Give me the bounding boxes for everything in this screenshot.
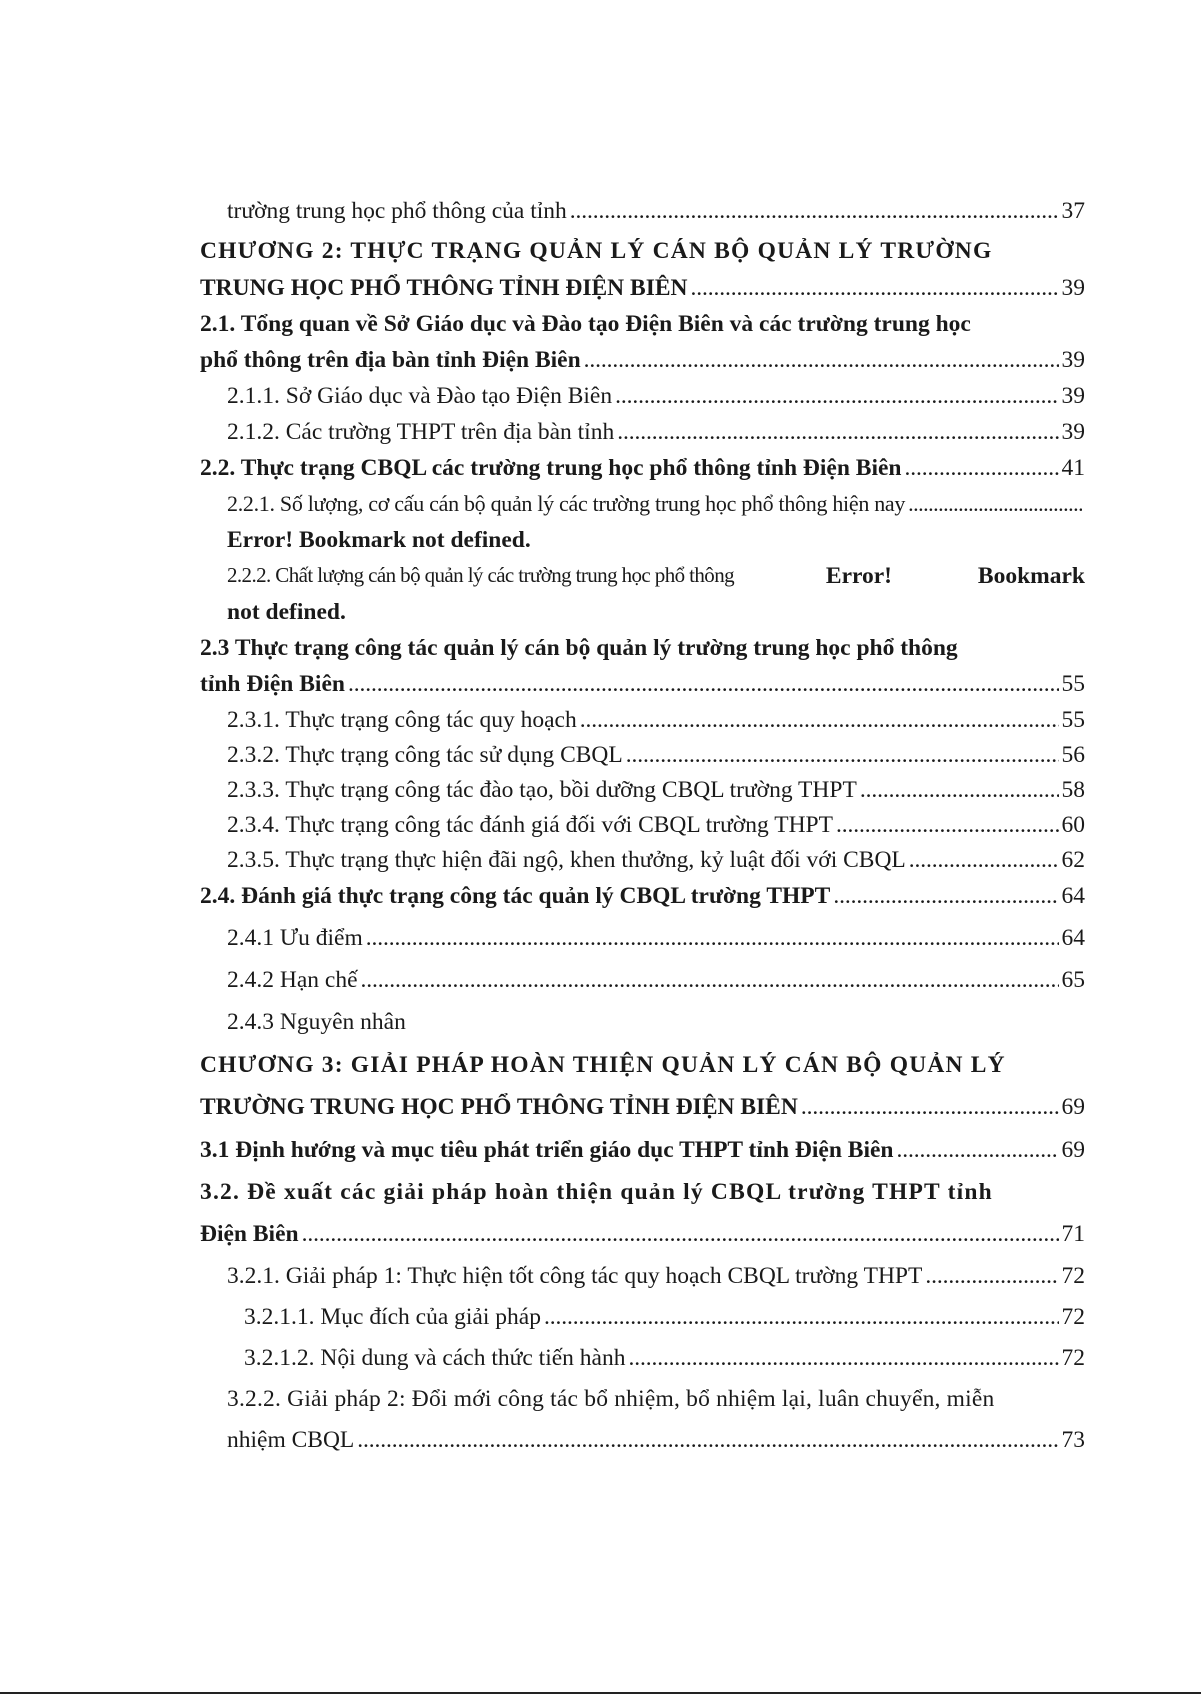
leader-dots bbox=[801, 1094, 1059, 1121]
leader-dots bbox=[617, 419, 1058, 446]
leader-dots bbox=[833, 883, 1058, 910]
leader-dots bbox=[626, 742, 1059, 769]
toc-entry-text: 2.3.4. Thực trạng công tác đánh giá đối với CBQL trường THPT bbox=[227, 812, 833, 838]
toc-page-number: 58 bbox=[1061, 777, 1085, 803]
toc-entry-text: 2.2. Thực trạng CBQL các trường trung học phổ thông tỉnh Điện Biên bbox=[200, 455, 902, 481]
toc-section-2-3[interactable] bbox=[200, 635, 1085, 671]
toc-entry[interactable] bbox=[200, 563, 1085, 599]
toc-entry-text: 2.3.5. Thực trạng thực hiện đãi ngộ, khen thưởng, kỷ luật đối với CBQL bbox=[227, 847, 906, 873]
toc-entry-text: trường trung học phổ thông của tỉnh bbox=[227, 198, 567, 224]
leader-dots bbox=[584, 347, 1059, 374]
toc-entry-text: 2.2.2. Chất lượng cán bộ quản lý các trường trung học phổ thông bbox=[227, 563, 734, 587]
toc-entry-text: 2.3.2. Thực trạng công tác sử dụng CBQL bbox=[227, 742, 623, 768]
bookmark-error: Error! Bookmark not defined. bbox=[227, 527, 531, 553]
toc-page-number: 60 bbox=[1061, 812, 1085, 838]
toc-page-number: 69 bbox=[1061, 1094, 1085, 1120]
toc-entry[interactable] bbox=[200, 419, 1085, 455]
toc-page-number: 55 bbox=[1061, 671, 1085, 697]
leader-dots bbox=[925, 1263, 1058, 1290]
leader-dots bbox=[908, 491, 1082, 517]
leader-dots bbox=[904, 455, 1058, 482]
toc-entry-text: CHƯƠNG 3: GIẢI PHÁP HOÀN THIỆN QUẢN LÝ CÁN BỘ QUẢN LÝ bbox=[200, 1052, 1006, 1078]
bookmark-error: Bookmark bbox=[977, 563, 1085, 589]
toc-page-number: 39 bbox=[1061, 383, 1085, 409]
toc-page-number: 62 bbox=[1061, 847, 1085, 873]
toc-entry-text: 3.2.1.1. Mục đích của giải pháp bbox=[244, 1304, 541, 1330]
toc-entry-text: 3.1 Định hướng và mục tiêu phát triển giáo dục THPT tỉnh Điện Biên bbox=[200, 1137, 894, 1163]
toc-entry-text: 3.2. Đề xuất các giải pháp hoàn thiện quản lý CBQL trường THPT tỉnh bbox=[200, 1179, 993, 1205]
toc-entry[interactable] bbox=[200, 198, 1085, 234]
toc-page-number: 56 bbox=[1061, 742, 1085, 768]
toc-entry-text: 2.4.2 Hạn chế bbox=[227, 967, 358, 993]
toc-section-3-1[interactable] bbox=[200, 1137, 1085, 1179]
bookmark-error: Error! bbox=[825, 563, 893, 589]
toc-entry-text: tỉnh Điện Biên bbox=[200, 671, 345, 697]
leader-dots bbox=[366, 925, 1059, 952]
toc-page-number: 72 bbox=[1061, 1345, 1085, 1371]
toc-section-3-2-cont[interactable] bbox=[200, 1221, 1085, 1263]
toc-section-2-1-cont[interactable] bbox=[200, 347, 1085, 383]
toc-page-number: 72 bbox=[1061, 1263, 1085, 1289]
toc-entry-text: 2.1. Tổng quan về Sở Giáo dục và Đào tạo Điện Biên và các trường trung học bbox=[200, 311, 971, 337]
toc-entry[interactable] bbox=[200, 1304, 1085, 1345]
toc-entry-text: phổ thông trên địa bàn tỉnh Điện Biên bbox=[200, 347, 581, 373]
toc-page-number: 41 bbox=[1061, 455, 1085, 481]
toc-entry-text[interactable]: 2.4.3 Nguyên nhân bbox=[227, 1009, 406, 1035]
toc-chapter-3-cont[interactable] bbox=[200, 1094, 1085, 1137]
page-bottom-border bbox=[0, 1692, 1201, 1694]
toc-section-2-3-cont[interactable] bbox=[200, 671, 1085, 707]
leader-dots bbox=[357, 1427, 1058, 1454]
toc-entry-text: 2.4.1 Ưu điểm bbox=[227, 925, 363, 951]
toc-page-number: 39 bbox=[1061, 275, 1085, 301]
toc-entry[interactable] bbox=[200, 812, 1085, 847]
toc-entry-text: TRUNG HỌC PHỔ THÔNG TỈNH ĐIỆN BIÊN bbox=[200, 275, 688, 301]
toc-chapter-2[interactable] bbox=[200, 238, 1085, 275]
toc-chapter-3[interactable] bbox=[200, 1052, 1085, 1094]
toc-entry-cont[interactable] bbox=[200, 1427, 1085, 1468]
toc-page-number: 69 bbox=[1061, 1137, 1085, 1163]
toc-section-2-4[interactable] bbox=[200, 883, 1085, 925]
toc-entry-text: 2.3.1. Thực trạng công tác quy hoạch bbox=[227, 707, 577, 733]
toc-entry-text: nhiệm CBQL bbox=[227, 1427, 355, 1453]
toc-page-number: 39 bbox=[1061, 419, 1085, 445]
toc-entry-text: 2.2.1. Số lượng, cơ cấu cán bộ quản lý các trường trung học phổ thông hiện nay bbox=[227, 491, 906, 516]
toc-page-number: 55 bbox=[1061, 707, 1085, 733]
bookmark-error: not defined. bbox=[227, 599, 346, 625]
toc-entry-text: 2.1.2. Các trường THPT trên địa bàn tỉnh bbox=[227, 419, 615, 445]
leader-dots bbox=[580, 707, 1059, 734]
leader-dots bbox=[570, 198, 1059, 225]
toc-entry-text: CHƯƠNG 2: THỰC TRẠNG QUẢN LÝ CÁN BỘ QUẢN LÝ TRƯỜNG bbox=[200, 238, 993, 264]
leader-dots bbox=[544, 1304, 1059, 1331]
toc-section-3-2[interactable] bbox=[200, 1179, 1085, 1221]
toc-entry-text: 2.4. Đánh giá thực trạng công tác quản lý CBQL trường THPT bbox=[200, 883, 831, 909]
toc-entry-text: 3.2.1.2. Nội dung và cách thức tiến hành bbox=[244, 1345, 626, 1371]
toc-entry-text: 3.2.1. Giải pháp 1: Thực hiện tốt công tác quy hoạch CBQL trường THPT bbox=[227, 1263, 923, 1289]
table-of-contents bbox=[200, 198, 1085, 1468]
leader-dots bbox=[909, 847, 1059, 874]
toc-entry[interactable] bbox=[200, 1386, 1085, 1427]
toc-entry-text: 2.3 Thực trạng công tác quản lý cán bộ quản lý trường trung học phổ thông bbox=[200, 635, 958, 661]
toc-entry[interactable] bbox=[200, 707, 1085, 742]
leader-dots bbox=[615, 383, 1058, 410]
toc-entry[interactable] bbox=[200, 383, 1085, 419]
leader-dots bbox=[361, 967, 1059, 994]
toc-page-number: 64 bbox=[1061, 925, 1085, 951]
toc-chapter-2-cont[interactable] bbox=[200, 275, 1085, 311]
toc-section-2-2[interactable] bbox=[200, 455, 1085, 491]
toc-entry[interactable] bbox=[200, 491, 1085, 527]
toc-page-number: 39 bbox=[1061, 347, 1085, 373]
toc-entry-text: 2.1.1. Sở Giáo dục và Đào tạo Điện Biên bbox=[227, 383, 613, 409]
toc-entry[interactable] bbox=[200, 742, 1085, 777]
leader-dots bbox=[628, 1345, 1058, 1372]
leader-dots bbox=[836, 812, 1059, 839]
toc-entry[interactable] bbox=[200, 925, 1085, 967]
toc-page-number: 64 bbox=[1061, 883, 1085, 909]
toc-section-2-1[interactable] bbox=[200, 311, 1085, 347]
toc-page-number: 72 bbox=[1061, 1304, 1085, 1330]
toc-entry[interactable] bbox=[200, 847, 1085, 883]
leader-dots bbox=[348, 671, 1059, 698]
leader-dots bbox=[691, 275, 1059, 302]
leader-dots bbox=[302, 1221, 1059, 1248]
toc-entry-text: 3.2.2. Giải pháp 2: Đổi mới công tác bổ nhiệm, bổ nhiệm lại, luân chuyển, miễn bbox=[227, 1386, 995, 1412]
toc-page-number: 65 bbox=[1061, 967, 1085, 993]
toc-page-number: 37 bbox=[1061, 198, 1085, 224]
leader-dots bbox=[897, 1137, 1059, 1164]
toc-entry[interactable] bbox=[200, 1263, 1085, 1304]
toc-entry-text: Điện Biên bbox=[200, 1221, 299, 1247]
toc-page-number: 73 bbox=[1061, 1427, 1085, 1453]
toc-entry[interactable] bbox=[200, 1345, 1085, 1386]
toc-entry-text: 2.3.3. Thực trạng công tác đào tạo, bồi dưỡng CBQL trường THPT bbox=[227, 777, 857, 803]
toc-entry[interactable] bbox=[200, 967, 1085, 1009]
toc-entry-text: TRƯỜNG TRUNG HỌC PHỔ THÔNG TỈNH ĐIỆN BIÊN bbox=[200, 1094, 798, 1120]
toc-entry[interactable] bbox=[200, 777, 1085, 812]
toc-page-number: 71 bbox=[1061, 1221, 1085, 1247]
leader-dots bbox=[860, 777, 1059, 804]
